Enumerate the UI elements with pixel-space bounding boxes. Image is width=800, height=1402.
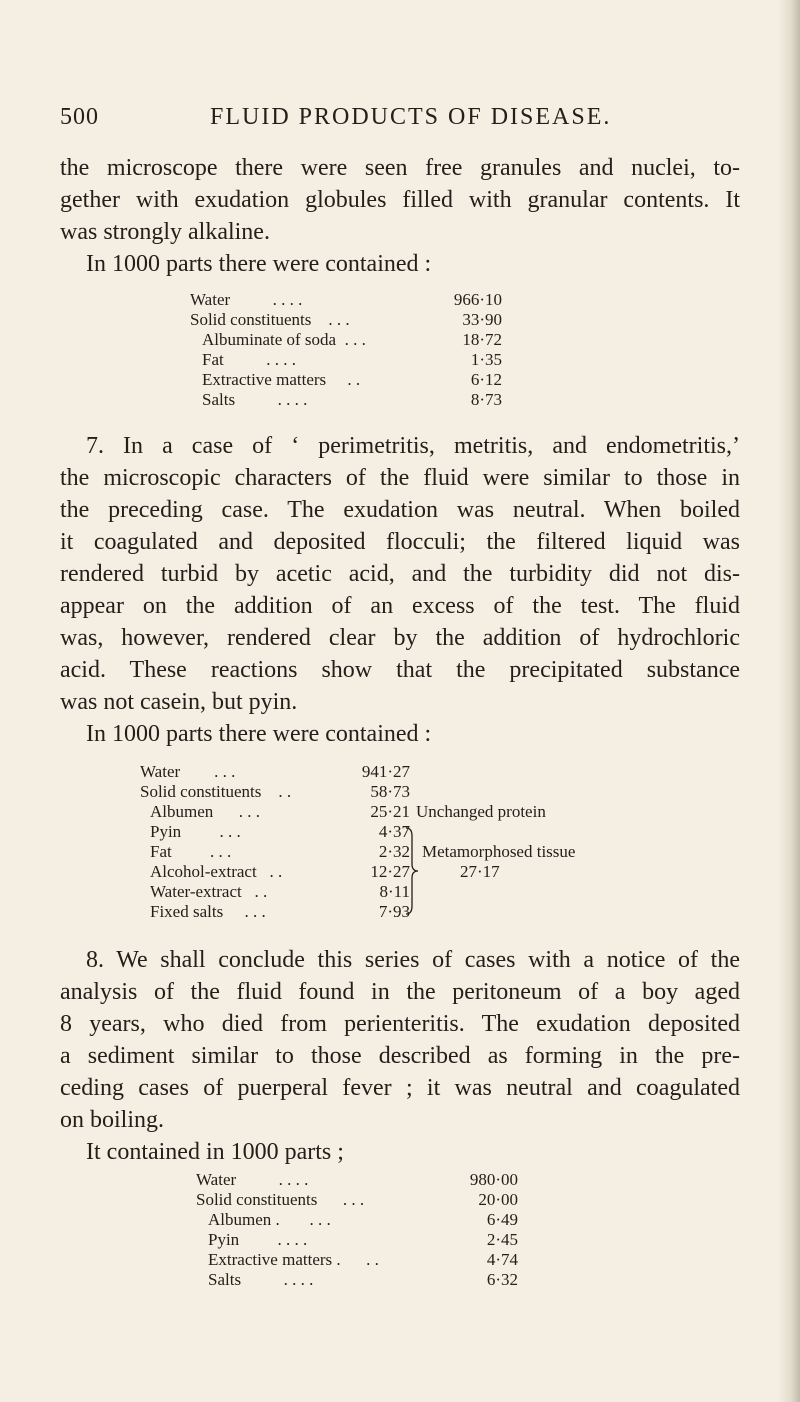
row-value: 6·49 [486,1210,518,1229]
row-label: Albumen . . . . [208,1210,331,1229]
table-row [190,290,502,310]
table-row [196,1270,518,1290]
paragraph-line: it coagulated and deposited flocculi; the filtered liquid was [60,529,740,555]
row-value: 4·37 [378,822,410,841]
table-row [196,1210,518,1230]
table-row [140,782,575,802]
table-row [140,862,575,882]
row-value: 20·00 [478,1190,518,1209]
paragraph-line: the preceding case. The exudation was neutral. When boiled [60,497,740,523]
row-label: Solid constituents . . . [190,310,350,329]
paragraph-line: the microscopic characters of the fluid were similar to those in [60,465,740,491]
row-label: Water . . . . [190,290,303,309]
row-label: Water-extract . . [150,882,268,901]
row-value: 966·10 [453,290,502,309]
paragraph-line: 8. We shall conclude this series of cases with a notice of the [86,947,740,973]
row-label: Albuminate of soda . . . [202,330,366,349]
row-label: Solid constituents . . . [196,1190,365,1209]
row-label: Pyin . . . . [208,1230,308,1249]
analysis-table-1 [190,290,502,410]
table-row [196,1250,518,1270]
paragraph-intro: It contained in 1000 parts ; [86,1139,344,1165]
row-label: Extractive matters . . . [208,1250,379,1269]
page-edge-shadow [778,0,800,1402]
table-row [140,902,575,922]
row-value: 8·73 [470,390,502,409]
paragraph-line: analysis of the fluid found in the peritoneum of a boy aged [60,979,740,1005]
row-label: Water . . . [140,762,236,781]
paragraph-line: ceding cases of puerperal fever ; it was neutral and coagulated [60,1075,740,1101]
row-value: 1·35 [470,350,502,369]
grouping-brace [404,826,420,916]
row-note [410,882,575,902]
page-title: FLUID PRODUCTS OF DISEASE. [210,104,612,130]
analysis-table-2 [140,762,575,922]
row-label: Solid constituents . . [140,782,292,801]
table-row [140,822,575,842]
row-note: Metamorphosed tissue [422,842,576,861]
paragraph-line: on boiling. [60,1107,165,1133]
paragraph-line: the microscope there were seen free granules and nuclei, to- [60,155,740,181]
paragraph-intro: In 1000 parts there were contained : [86,251,432,277]
table-row [140,802,575,822]
row-value: 58·73 [370,782,410,801]
table-row [196,1170,518,1190]
table-row [196,1190,518,1210]
row-note: 27·17 [460,862,500,881]
running-header [60,104,740,134]
row-value: 33·90 [462,310,502,329]
paragraph-3 [60,944,740,1168]
row-value: 941·27 [361,762,410,781]
row-value: 6·32 [486,1270,518,1289]
paragraph-line: was not casein, but pyin. [60,689,298,715]
table-row [196,1230,518,1250]
table-row [190,310,502,330]
row-note: Unchanged protein [416,802,546,821]
row-label: Fixed salts . . . [150,902,266,921]
row-value: 980·00 [469,1170,518,1189]
table-row [140,842,575,862]
table-row [190,390,502,410]
paragraph-line: a sediment similar to those described as forming in the pre- [60,1043,740,1069]
paragraph-line: 7. In a case of ‘ perimetritis, metritis, and endometritis,’ [86,433,740,459]
row-value: 4·74 [486,1250,518,1269]
row-label: Salts . . . . [202,390,308,409]
row-value: 2·45 [486,1230,518,1249]
paragraph-line: appear on the addition of an excess of the test. The fluid [60,593,740,619]
row-value: 2·32 [378,842,410,861]
table-row [140,882,575,902]
row-label: Fat . . . . [202,350,296,369]
paragraph-line: rendered turbid by acetic acid, and the turbidity did not dis- [60,561,740,587]
row-label: Extractive matters . . [202,370,361,389]
row-label: Albumen . . . [150,802,261,821]
table-row [140,762,575,782]
row-value: 25·21 [370,802,410,821]
row-value: 12·27 [370,862,410,881]
row-label: Alcohol-extract . . [150,862,283,881]
paragraph-line: 8 years, who died from perienteritis. The exudation deposited [60,1011,740,1037]
row-value: 18·72 [462,330,502,349]
row-label: Water . . . . [196,1170,309,1189]
row-label: Pyin . . . [150,822,241,841]
table-row [190,370,502,390]
paragraph-intro: In 1000 parts there were contained : [86,721,432,747]
paragraph-2 [60,430,740,750]
paragraph-line: was strongly alkaline. [60,219,270,245]
analysis-table-3 [196,1170,518,1290]
page-number: 500 [60,104,99,130]
row-value: 8·11 [379,882,410,901]
table-row [190,330,502,350]
row-value: 6·12 [470,370,502,389]
paragraph-line: was, however, rendered clear by the addition of hydrochloric [60,625,740,651]
paragraph-line: gether with exudation globules filled with granular contents. It [60,187,740,213]
paragraph-line: acid. These reactions show that the precipitated substance [60,657,740,683]
row-label: Fat . . . [150,842,232,861]
row-label: Salts . . . . [208,1270,314,1289]
table-row [190,350,502,370]
row-note [410,902,575,922]
row-value: 7·93 [378,902,410,921]
paragraph-1 [60,152,740,280]
row-note [410,782,575,802]
row-note [410,822,575,842]
row-note [410,762,575,782]
